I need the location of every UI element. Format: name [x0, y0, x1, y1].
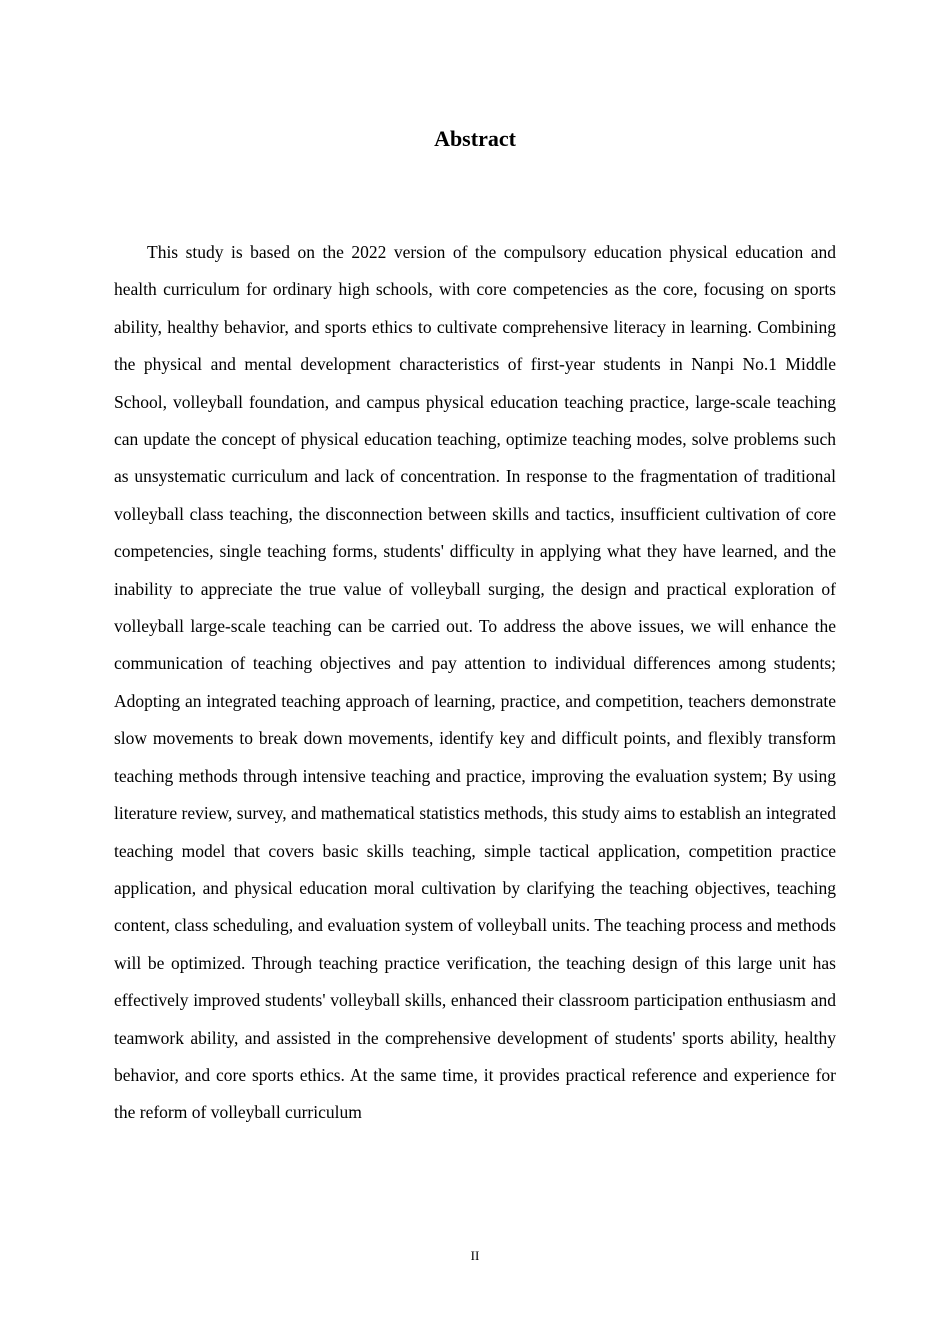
- abstract-body: This study is based on the 2022 version of the compulsory education physical education and health curriculum for ordinary high schools, with core competencies as the core, focusing on sports ability, healthy behavior, and sports ethics to cultivate comprehensive literacy in learning. Combining the physical and mental development characteristics of first-year students in Nanpi No.1 Middle School, volleyball foundation, and campus physical education teaching practice, large-scale teaching can update the concept of physical education teaching, optimize teaching modes, solve problems such as unsystematic curriculum and lack of concentration. In response to the fragmentation of traditional volleyball class teaching, the disconnection between skills and tactics, insufficient cultivation of core competencies, single teaching forms, students' difficulty in applying what they have learned, and the inability to appreciate the true value of volleyball surging, the design and practical exploration of volleyball large-scale teaching can be carried out. To address the above issues, we will enhance the communication of teaching objectives and pay attention to individual differences among students; Adopting an integrated teaching approach of learning, practice, and competition, teachers demonstrate slow movements to break down movements, identify key and difficult points, and flexibly transform teaching methods through intensive teaching and practice, improving the evaluation system; By using literature review, survey, and mathematical statistics methods, this study aims to establish an integrated teaching model that covers basic skills teaching, simple tactical application, competition practice application, and physical education moral cultivation by clarifying the teaching objectives, teaching content, class scheduling, and evaluation system of volleyball units. The teaching process and methods will be optimized. Through teaching practice verification, the teaching design of this large unit has effectively improved students' volleyball skills, enhanced their classroom participation enthusiasm and teamwork ability, and assisted in the comprehensive development of students' sports ability, healthy behavior, and core sports ethics. At the same time, it provides practical reference and experience for the reform of volleyball curriculum: [114, 242, 836, 1123]
- page-number: II: [470, 1248, 480, 1263]
- abstract-title: Abstract: [434, 126, 516, 151]
